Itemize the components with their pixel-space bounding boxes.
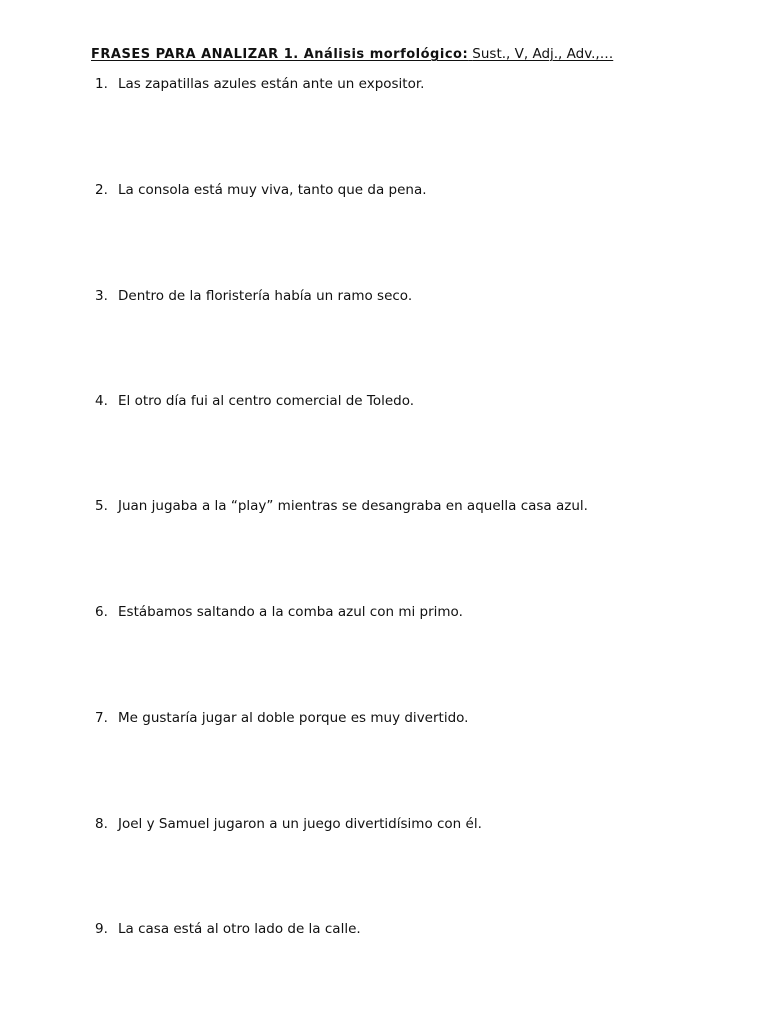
item-number: 6. <box>95 604 108 620</box>
item-text: Juan jugaba a la “play” mientras se desangraba en aquella casa azul. <box>118 498 588 514</box>
item-number: 5. <box>95 498 108 514</box>
item-text: El otro día fui al centro comercial de Toledo. <box>118 393 415 409</box>
item-text: Me gustaría jugar al doble porque es muy divertido. <box>118 710 469 726</box>
list-item <box>95 602 463 622</box>
item-number: 4. <box>95 393 108 409</box>
item-text: Joel y Samuel jugaron a un juego divertidísimo con él. <box>118 816 482 832</box>
item-text: Estábamos saltando a la comba azul con mi primo. <box>118 604 463 620</box>
title-bold: FRASES PARA ANALIZAR 1. Análisis morfológico: <box>91 47 469 62</box>
item-number: 8. <box>95 816 108 832</box>
list-item <box>95 74 424 94</box>
item-text: Dentro de la floristería había un ramo seco. <box>118 288 413 304</box>
list-item <box>95 180 427 200</box>
item-text: La casa está al otro lado de la calle. <box>118 921 361 937</box>
title-categories: Sust., V, Adj., Adv.,… <box>472 46 614 62</box>
list-item <box>95 708 468 728</box>
list-item <box>95 496 588 516</box>
item-text: La consola está muy viva, tanto que da pena. <box>118 182 427 198</box>
item-number: 2. <box>95 182 108 198</box>
list-item <box>95 391 414 411</box>
item-number: 3. <box>95 288 108 304</box>
item-number: 1. <box>95 76 108 92</box>
item-text: Las zapatillas azules están ante un expositor. <box>118 76 425 92</box>
list-item <box>95 286 412 306</box>
list-item <box>95 814 482 834</box>
item-number: 9. <box>95 921 108 937</box>
item-number: 7. <box>95 710 108 726</box>
list-item <box>95 919 361 939</box>
